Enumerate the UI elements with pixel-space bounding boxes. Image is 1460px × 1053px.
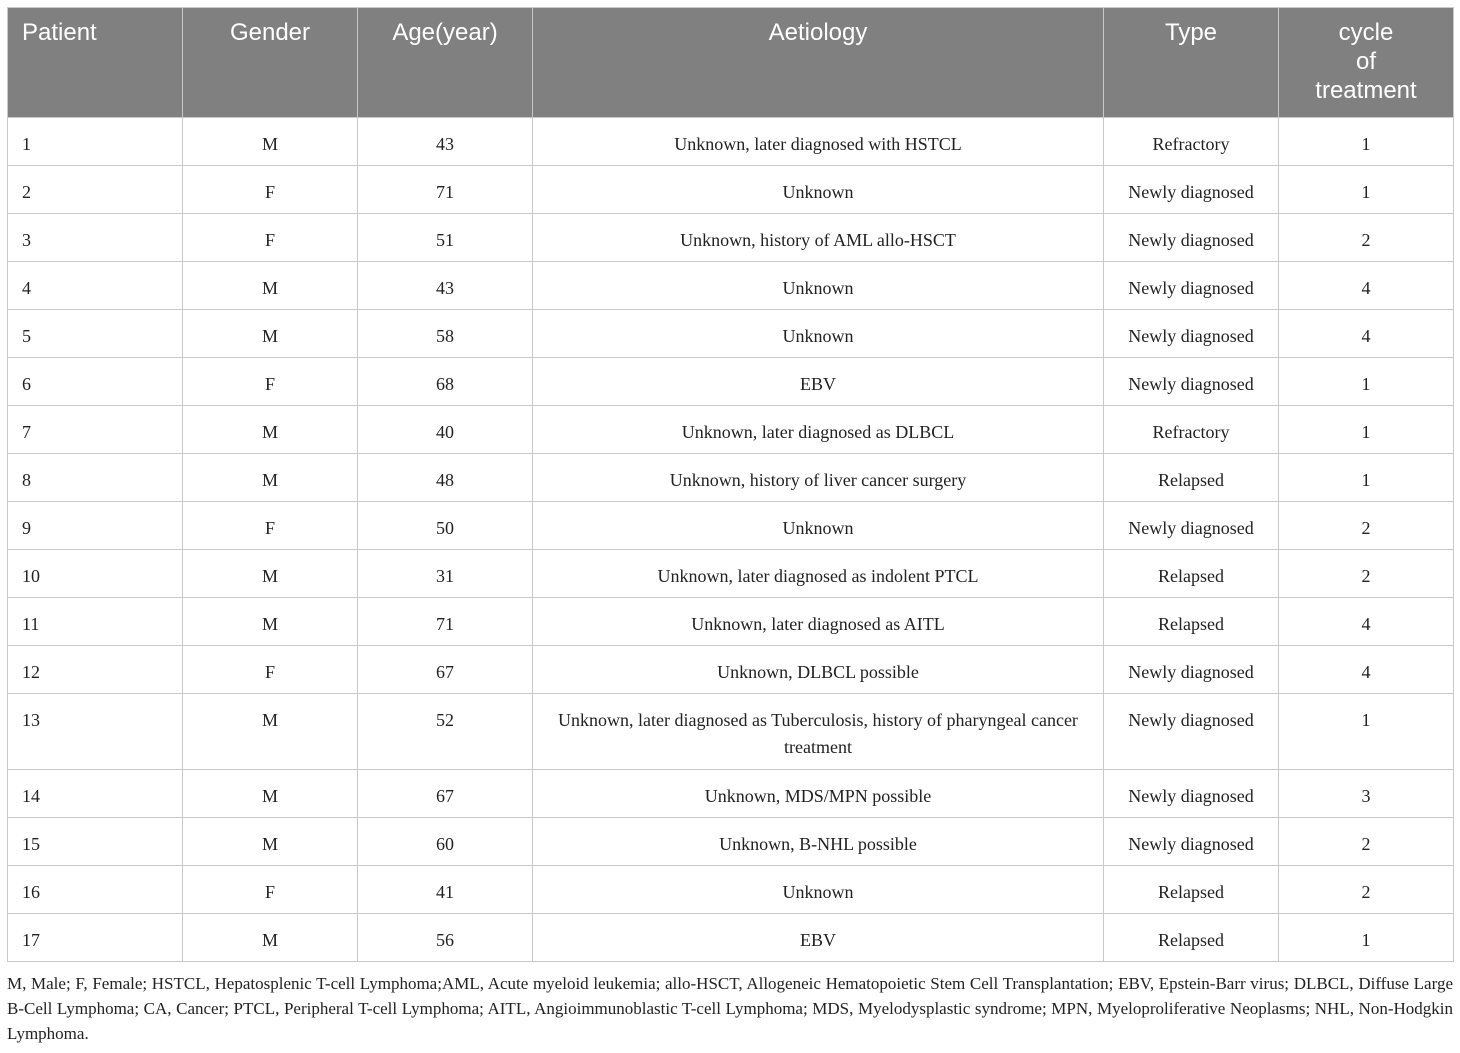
cell-aetiology: Unknown: [533, 866, 1104, 914]
cell-age: 43: [358, 262, 533, 310]
cell-type: Relapsed: [1104, 550, 1279, 598]
cell-type: Newly diagnosed: [1104, 262, 1279, 310]
cell-patient: 6: [8, 358, 183, 406]
cell-type: Relapsed: [1104, 454, 1279, 502]
cell-patient: 2: [8, 166, 183, 214]
table-row: [8, 214, 1454, 262]
cell-age: 41: [358, 866, 533, 914]
cell-type: Newly diagnosed: [1104, 166, 1279, 214]
cell-patient: 1: [8, 118, 183, 166]
cell-patient: 17: [8, 914, 183, 962]
cell-type: Refractory: [1104, 118, 1279, 166]
table-row: [8, 118, 1454, 166]
cell-age: 67: [358, 770, 533, 818]
cell-aetiology: Unknown, later diagnosed as Tuberculosis, history of pharyngeal cancer treatment: [533, 694, 1104, 770]
table-row: [8, 914, 1454, 962]
cell-patient: 11: [8, 598, 183, 646]
table-footnote: M, Male; F, Female; HSTCL, Hepatosplenic T-cell Lymphoma;AML, Acute myeloid leukemia; allo-HSCT, Allogeneic Hematopoietic Stem Cell Transplantation; EBV, Epstein-Barr virus; DLBCL, Diffuse Large B-Cell Lymphoma; CA, Cancer; PTCL, Peripheral T-cell Lymphoma; AITL, Angioimmunoblastic T-cell Lymphoma; MDS, Myelodysplastic syndrome; MPN, Myeloproliferative Neoplasms; NHL, Non-Hodgkin Lymphoma.: [7, 974, 1453, 1043]
cell-patient: 7: [8, 406, 183, 454]
cell-patient: 10: [8, 550, 183, 598]
cell-gender: M: [183, 118, 358, 166]
cell-type: Relapsed: [1104, 866, 1279, 914]
table-row: [8, 358, 1454, 406]
table-row: [8, 598, 1454, 646]
cell-cycle: 4: [1279, 646, 1454, 694]
cell-type: Newly diagnosed: [1104, 502, 1279, 550]
cell-age: 58: [358, 310, 533, 358]
cell-cycle: 2: [1279, 502, 1454, 550]
cell-type: Relapsed: [1104, 598, 1279, 646]
header-gender: Gender: [183, 8, 358, 118]
table-row: [8, 818, 1454, 866]
cell-gender: M: [183, 914, 358, 962]
table-row: [8, 310, 1454, 358]
cell-age: 40: [358, 406, 533, 454]
cell-aetiology: Unknown, MDS/MPN possible: [533, 770, 1104, 818]
cell-age: 52: [358, 694, 533, 770]
cell-aetiology: Unknown, later diagnosed as AITL: [533, 598, 1104, 646]
patient-table-container: [7, 7, 1453, 962]
cell-cycle: 3: [1279, 770, 1454, 818]
cell-gender: F: [183, 358, 358, 406]
cell-cycle: 2: [1279, 818, 1454, 866]
cell-gender: M: [183, 598, 358, 646]
header-cycle-line-1: cycle: [1338, 19, 1394, 46]
cell-cycle: 1: [1279, 914, 1454, 962]
cell-aetiology: Unknown, later diagnosed with HSTCL: [533, 118, 1104, 166]
header-type: Type: [1104, 8, 1279, 118]
table-row: [8, 502, 1454, 550]
cell-age: 67: [358, 646, 533, 694]
cell-cycle: 4: [1279, 598, 1454, 646]
cell-aetiology: Unknown, B-NHL possible: [533, 818, 1104, 866]
table-row: [8, 866, 1454, 914]
cell-gender: F: [183, 866, 358, 914]
cell-cycle: 4: [1279, 310, 1454, 358]
cell-aetiology: Unknown, later diagnosed as DLBCL: [533, 406, 1104, 454]
cell-gender: M: [183, 818, 358, 866]
cell-patient: 9: [8, 502, 183, 550]
cell-gender: M: [183, 454, 358, 502]
header-age: Age(year): [358, 8, 533, 118]
cell-aetiology: Unknown, DLBCL possible: [533, 646, 1104, 694]
table-row: [8, 166, 1454, 214]
table-row: [8, 770, 1454, 818]
cell-age: 31: [358, 550, 533, 598]
cell-age: 50: [358, 502, 533, 550]
cell-type: Newly diagnosed: [1104, 646, 1279, 694]
table-row: [8, 646, 1454, 694]
cell-age: 71: [358, 598, 533, 646]
cell-patient: 13: [8, 694, 183, 770]
cell-cycle: 1: [1279, 358, 1454, 406]
cell-cycle: 1: [1279, 166, 1454, 214]
table-row: [8, 406, 1454, 454]
cell-aetiology: Unknown, history of AML allo-HSCT: [533, 214, 1104, 262]
table-row: [8, 694, 1454, 770]
cell-type: Refractory: [1104, 406, 1279, 454]
cell-cycle: 1: [1279, 454, 1454, 502]
header-cycle-of-treatment: [1279, 8, 1454, 118]
cell-age: 56: [358, 914, 533, 962]
cell-type: Newly diagnosed: [1104, 358, 1279, 406]
cell-type: Newly diagnosed: [1104, 818, 1279, 866]
cell-patient: 8: [8, 454, 183, 502]
header-cycle-line-2: of: [1355, 48, 1376, 75]
cell-patient: 12: [8, 646, 183, 694]
cell-type: Newly diagnosed: [1104, 310, 1279, 358]
cell-gender: M: [183, 262, 358, 310]
cell-type: Newly diagnosed: [1104, 770, 1279, 818]
table-header-row: [8, 8, 1454, 118]
cell-aetiology: Unknown, history of liver cancer surgery: [533, 454, 1104, 502]
table-row: [8, 454, 1454, 502]
cell-cycle: 2: [1279, 214, 1454, 262]
cell-age: 51: [358, 214, 533, 262]
cell-cycle: 1: [1279, 694, 1454, 770]
cell-age: 60: [358, 818, 533, 866]
cell-aetiology: Unknown: [533, 502, 1104, 550]
cell-cycle: 2: [1279, 550, 1454, 598]
cell-gender: M: [183, 550, 358, 598]
cell-gender: M: [183, 406, 358, 454]
cell-aetiology: Unknown: [533, 310, 1104, 358]
header-aetiology: Aetiology: [533, 8, 1104, 118]
cell-gender: M: [183, 310, 358, 358]
cell-gender: F: [183, 214, 358, 262]
cell-type: Newly diagnosed: [1104, 214, 1279, 262]
cell-gender: F: [183, 646, 358, 694]
cell-age: 68: [358, 358, 533, 406]
cell-age: 48: [358, 454, 533, 502]
cell-patient: 15: [8, 818, 183, 866]
cell-aetiology: Unknown: [533, 166, 1104, 214]
cell-gender: M: [183, 770, 358, 818]
header-cycle-line-3: treatment: [1315, 77, 1417, 104]
cell-aetiology: Unknown, later diagnosed as indolent PTCL: [533, 550, 1104, 598]
table-row: [8, 262, 1454, 310]
cell-patient: 14: [8, 770, 183, 818]
cell-gender: F: [183, 502, 358, 550]
cell-aetiology: Unknown: [533, 262, 1104, 310]
cell-gender: F: [183, 166, 358, 214]
cell-cycle: 1: [1279, 118, 1454, 166]
cell-cycle: 4: [1279, 262, 1454, 310]
cell-aetiology: EBV: [533, 358, 1104, 406]
header-patient: Patient: [8, 8, 183, 118]
cell-patient: 5: [8, 310, 183, 358]
cell-age: 43: [358, 118, 533, 166]
cell-cycle: 1: [1279, 406, 1454, 454]
patient-table: [7, 7, 1454, 962]
cell-patient: 4: [8, 262, 183, 310]
cell-type: Relapsed: [1104, 914, 1279, 962]
cell-type: Newly diagnosed: [1104, 694, 1279, 770]
table-row: [8, 550, 1454, 598]
cell-patient: 16: [8, 866, 183, 914]
cell-age: 71: [358, 166, 533, 214]
cell-aetiology: EBV: [533, 914, 1104, 962]
cell-gender: M: [183, 694, 358, 770]
cell-cycle: 2: [1279, 866, 1454, 914]
cell-patient: 3: [8, 214, 183, 262]
